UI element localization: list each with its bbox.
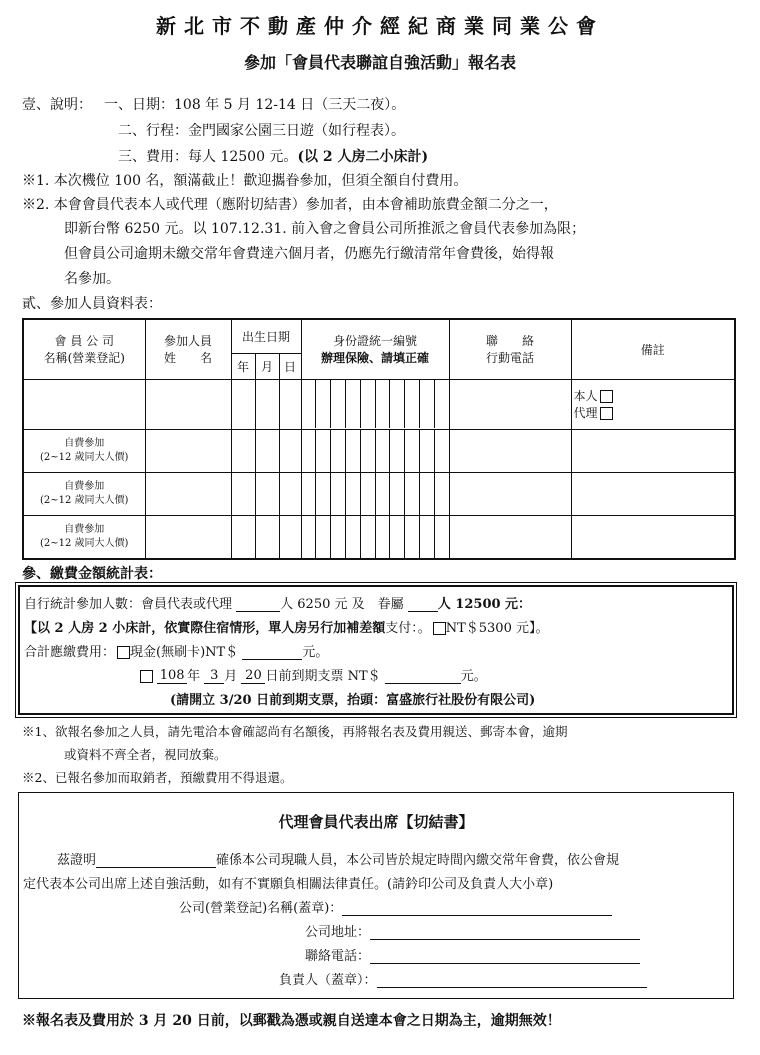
table-row bbox=[23, 515, 735, 559]
name-cell[interactable] bbox=[145, 429, 231, 472]
day-cell[interactable] bbox=[279, 472, 301, 515]
fee-line3-label: 合計應繳費用： bbox=[24, 645, 116, 660]
note-2-line2: 即新台幣 6250 元。以 107.12.31. 前入會之會員公司所推派之會員代表參加為限； bbox=[64, 221, 586, 237]
name-cell[interactable] bbox=[145, 379, 231, 429]
org-title: 新北市不動產仲介經紀商業同業公會 bbox=[156, 14, 604, 38]
remarks-cell[interactable] bbox=[571, 515, 735, 559]
name-cell[interactable] bbox=[145, 472, 231, 515]
header-company-l1: 會 員 公 司 bbox=[54, 334, 114, 349]
company-address-input[interactable] bbox=[370, 925, 640, 940]
cash-checkbox[interactable] bbox=[117, 646, 130, 659]
info-cost bbox=[118, 146, 428, 166]
cheque-amount-input[interactable] bbox=[385, 683, 461, 684]
self-label: 本人 bbox=[573, 389, 598, 403]
note-2-line3: 但會員公司逾期未繳交常年會費達六個月者，仍應先行繳清常年會費後，始得報 bbox=[64, 246, 554, 262]
fee-line1-mid: 人 6250 元 及 眷屬 bbox=[280, 597, 404, 612]
selfpay-line1: 自費參加 bbox=[64, 523, 105, 535]
note-a-line2: 或資料不齊全者，視同放棄。 bbox=[64, 747, 227, 762]
note-2-line1: ※2. 本會會員代表本人或代理（應附切結書）參加者，由本會補助旅費金額二分之一， bbox=[22, 197, 558, 213]
header-company bbox=[23, 319, 145, 379]
table-row bbox=[23, 472, 735, 515]
single-room-checkbox[interactable] bbox=[433, 622, 446, 635]
fee-summary-box bbox=[18, 585, 734, 715]
phone-cell[interactable] bbox=[449, 472, 571, 515]
header-attendee-l2: 姓 名 bbox=[163, 351, 212, 366]
fee-line2-amount: NT＄5300 元】。 bbox=[445, 621, 549, 636]
note-a-line1: ※1、欲報名參加之人員，請先電洽本會確認尚有名額後，再將報名表及費用親送、郵寄本會，逾期 bbox=[22, 724, 568, 739]
responsible-person-label: 負責人（蓋章）： bbox=[279, 973, 377, 988]
certificate-para-2: 定代表本公司出席上述自強活動，如有不實願負相關法律責任。(請鈐印公司及負責人大小章) bbox=[23, 877, 554, 892]
cheque-month: 3 bbox=[204, 668, 224, 684]
company-address-label: 公司地址： bbox=[305, 925, 371, 940]
section1-label: 壹、說明： bbox=[22, 97, 92, 113]
selfpay-label bbox=[23, 515, 145, 559]
fee-line2-pay: 支付：。 bbox=[385, 621, 431, 636]
cheque-unit: 元。 bbox=[460, 669, 487, 684]
proxy-label: 代理 bbox=[573, 406, 598, 420]
fee-line1-end: 人 12500 元： bbox=[437, 597, 532, 612]
remarks-cell[interactable] bbox=[571, 429, 735, 472]
cash-label: 現金(無刷卡)NT＄ bbox=[130, 645, 239, 660]
fee-line-4 bbox=[138, 665, 487, 684]
header-company-l2: 名稱(營業登記) bbox=[43, 351, 125, 366]
phone-cell[interactable] bbox=[449, 515, 571, 559]
family-count-input[interactable] bbox=[408, 611, 438, 612]
month-cell[interactable] bbox=[255, 379, 279, 429]
header-month: 月 bbox=[255, 353, 279, 379]
contact-phone-field bbox=[305, 945, 640, 964]
responsible-person-field bbox=[279, 969, 647, 988]
cash-amount-input[interactable] bbox=[242, 659, 302, 660]
header-contact-l1: 聯 絡 bbox=[486, 334, 535, 349]
proxy-option[interactable] bbox=[574, 404, 735, 421]
cert-p1-start: 茲證明 bbox=[57, 853, 97, 868]
day-cell[interactable] bbox=[279, 429, 301, 472]
table-row bbox=[23, 429, 735, 472]
header-attendee-l1: 參加人員 bbox=[163, 334, 212, 349]
proxy-certificate-box bbox=[18, 792, 734, 999]
cheque-month-unit: 月 bbox=[224, 669, 238, 684]
selfpay-line1: 自費參加 bbox=[64, 480, 105, 492]
company-name-label: 公司(營業登記)名稱(蓋章)： bbox=[179, 901, 343, 916]
cheque-label: 日前到期支票 NT＄ bbox=[265, 669, 381, 684]
proxy-checkbox[interactable] bbox=[600, 407, 613, 420]
header-contact-l2: 行動電話 bbox=[486, 351, 535, 366]
selfpay-label bbox=[23, 429, 145, 472]
id-cell[interactable] bbox=[301, 429, 449, 472]
day-cell[interactable] bbox=[279, 379, 301, 429]
header-remarks: 備註 bbox=[571, 319, 735, 379]
self-option[interactable] bbox=[574, 387, 735, 404]
cheque-payee-note: (請開立 3/20 日前到期支票，抬頭：富盛旅行社股份有限公司) bbox=[170, 693, 536, 708]
selfpay-label bbox=[23, 472, 145, 515]
month-cell[interactable] bbox=[255, 515, 279, 559]
header-day: 日 bbox=[279, 353, 301, 379]
day-cell[interactable] bbox=[279, 515, 301, 559]
contact-phone-input[interactable] bbox=[370, 949, 640, 964]
selfpay-line2: (2~12 歲同大人價) bbox=[40, 494, 129, 506]
section3-label: 參、繳費金額統計表： bbox=[22, 566, 162, 582]
header-id bbox=[301, 319, 449, 379]
staff-name-input[interactable] bbox=[96, 853, 216, 868]
cheque-year: 108 bbox=[157, 668, 187, 684]
deadline-footer: ※報名表及費用於 3 月 20 日前，以郵戳為憑或親自送達本會之日期為主，逾期無效！ bbox=[22, 1013, 561, 1029]
info-date: 一、日期：108 年 5 月 12-14 日（三天二夜）。 bbox=[104, 97, 406, 113]
year-cell[interactable] bbox=[231, 379, 255, 429]
fee-line-3 bbox=[24, 641, 328, 660]
selfpay-line2: (2~12 歲同大人價) bbox=[40, 451, 129, 463]
table-row-member bbox=[23, 379, 735, 429]
info-cost-text: 三、費用：每人 12500 元。 bbox=[118, 149, 298, 165]
contact-phone-label: 聯絡電話： bbox=[305, 949, 371, 964]
year-cell[interactable] bbox=[231, 472, 255, 515]
section2-label: 貳、參加人員資料表： bbox=[22, 296, 162, 312]
note-1: ※1. 本次機位 100 名，額滿截止！歡迎攜眷參加，但須全額自付費用。 bbox=[22, 173, 468, 189]
note-b: ※2、已報名參加而取銷者，預繳費用不得退還。 bbox=[22, 770, 293, 785]
cheque-day: 20 bbox=[241, 668, 265, 684]
certificate-para-1 bbox=[57, 849, 619, 868]
phone-cell[interactable] bbox=[449, 379, 571, 429]
cheque-checkbox[interactable] bbox=[140, 670, 153, 683]
fee-line-1 bbox=[24, 593, 531, 612]
company-name-field bbox=[179, 897, 612, 916]
company-name-input[interactable] bbox=[342, 901, 612, 916]
note-2-line4: 名參加。 bbox=[64, 271, 120, 287]
header-year: 年 bbox=[231, 353, 255, 379]
id-cell[interactable] bbox=[301, 472, 449, 515]
year-cell[interactable] bbox=[231, 429, 255, 472]
company-address-field bbox=[305, 921, 640, 940]
selfpay-line2: (2~12 歲同大人價) bbox=[40, 537, 129, 549]
header-attendee bbox=[145, 319, 231, 379]
year-cell[interactable] bbox=[231, 515, 255, 559]
name-cell[interactable] bbox=[145, 515, 231, 559]
self-checkbox[interactable] bbox=[600, 390, 613, 403]
fee-line2-label: 【以 2 人房 2 小床計，依實際住宿情形，單人房另行加補差額 bbox=[24, 621, 386, 636]
month-cell[interactable] bbox=[255, 429, 279, 472]
form-title: 參加「會員代表聯誼自強活動」報名表 bbox=[243, 53, 516, 72]
header-id-l1: 身份證統一編號 bbox=[333, 334, 418, 349]
info-cost-note: (以 2 人房二小床計) bbox=[297, 149, 429, 165]
attendee-table bbox=[22, 318, 736, 560]
info-trip: 二、行程：金門國家公園三日遊（如行程表）。 bbox=[118, 123, 405, 139]
header-dob: 出生日期 bbox=[231, 319, 301, 353]
member-count-input[interactable] bbox=[236, 611, 280, 612]
selfpay-line1: 自費參加 bbox=[64, 437, 105, 449]
month-cell[interactable] bbox=[255, 472, 279, 515]
id-cell[interactable] bbox=[301, 379, 449, 429]
cash-unit: 元。 bbox=[302, 645, 329, 660]
cert-p1-rest: 確係本公司現職人員，本公司皆於規定時間內繳交常年會費，依公會規 bbox=[216, 853, 620, 868]
cheque-year-unit: 年 bbox=[187, 669, 201, 684]
header-contact bbox=[449, 319, 571, 379]
remarks-cell bbox=[571, 379, 735, 429]
fee-line-2 bbox=[24, 617, 548, 636]
fee-line1-label: 自行統計參加人數：會員代表或代理 bbox=[24, 597, 233, 612]
responsible-person-input[interactable] bbox=[377, 973, 647, 988]
remarks-cell[interactable] bbox=[571, 472, 735, 515]
certificate-title: 代理會員代表出席【切結書】 bbox=[278, 813, 474, 831]
id-cell[interactable] bbox=[301, 515, 449, 559]
company-cell[interactable] bbox=[23, 379, 145, 429]
phone-cell[interactable] bbox=[449, 429, 571, 472]
header-id-l2: 辦理保險、請填正確 bbox=[321, 351, 430, 366]
